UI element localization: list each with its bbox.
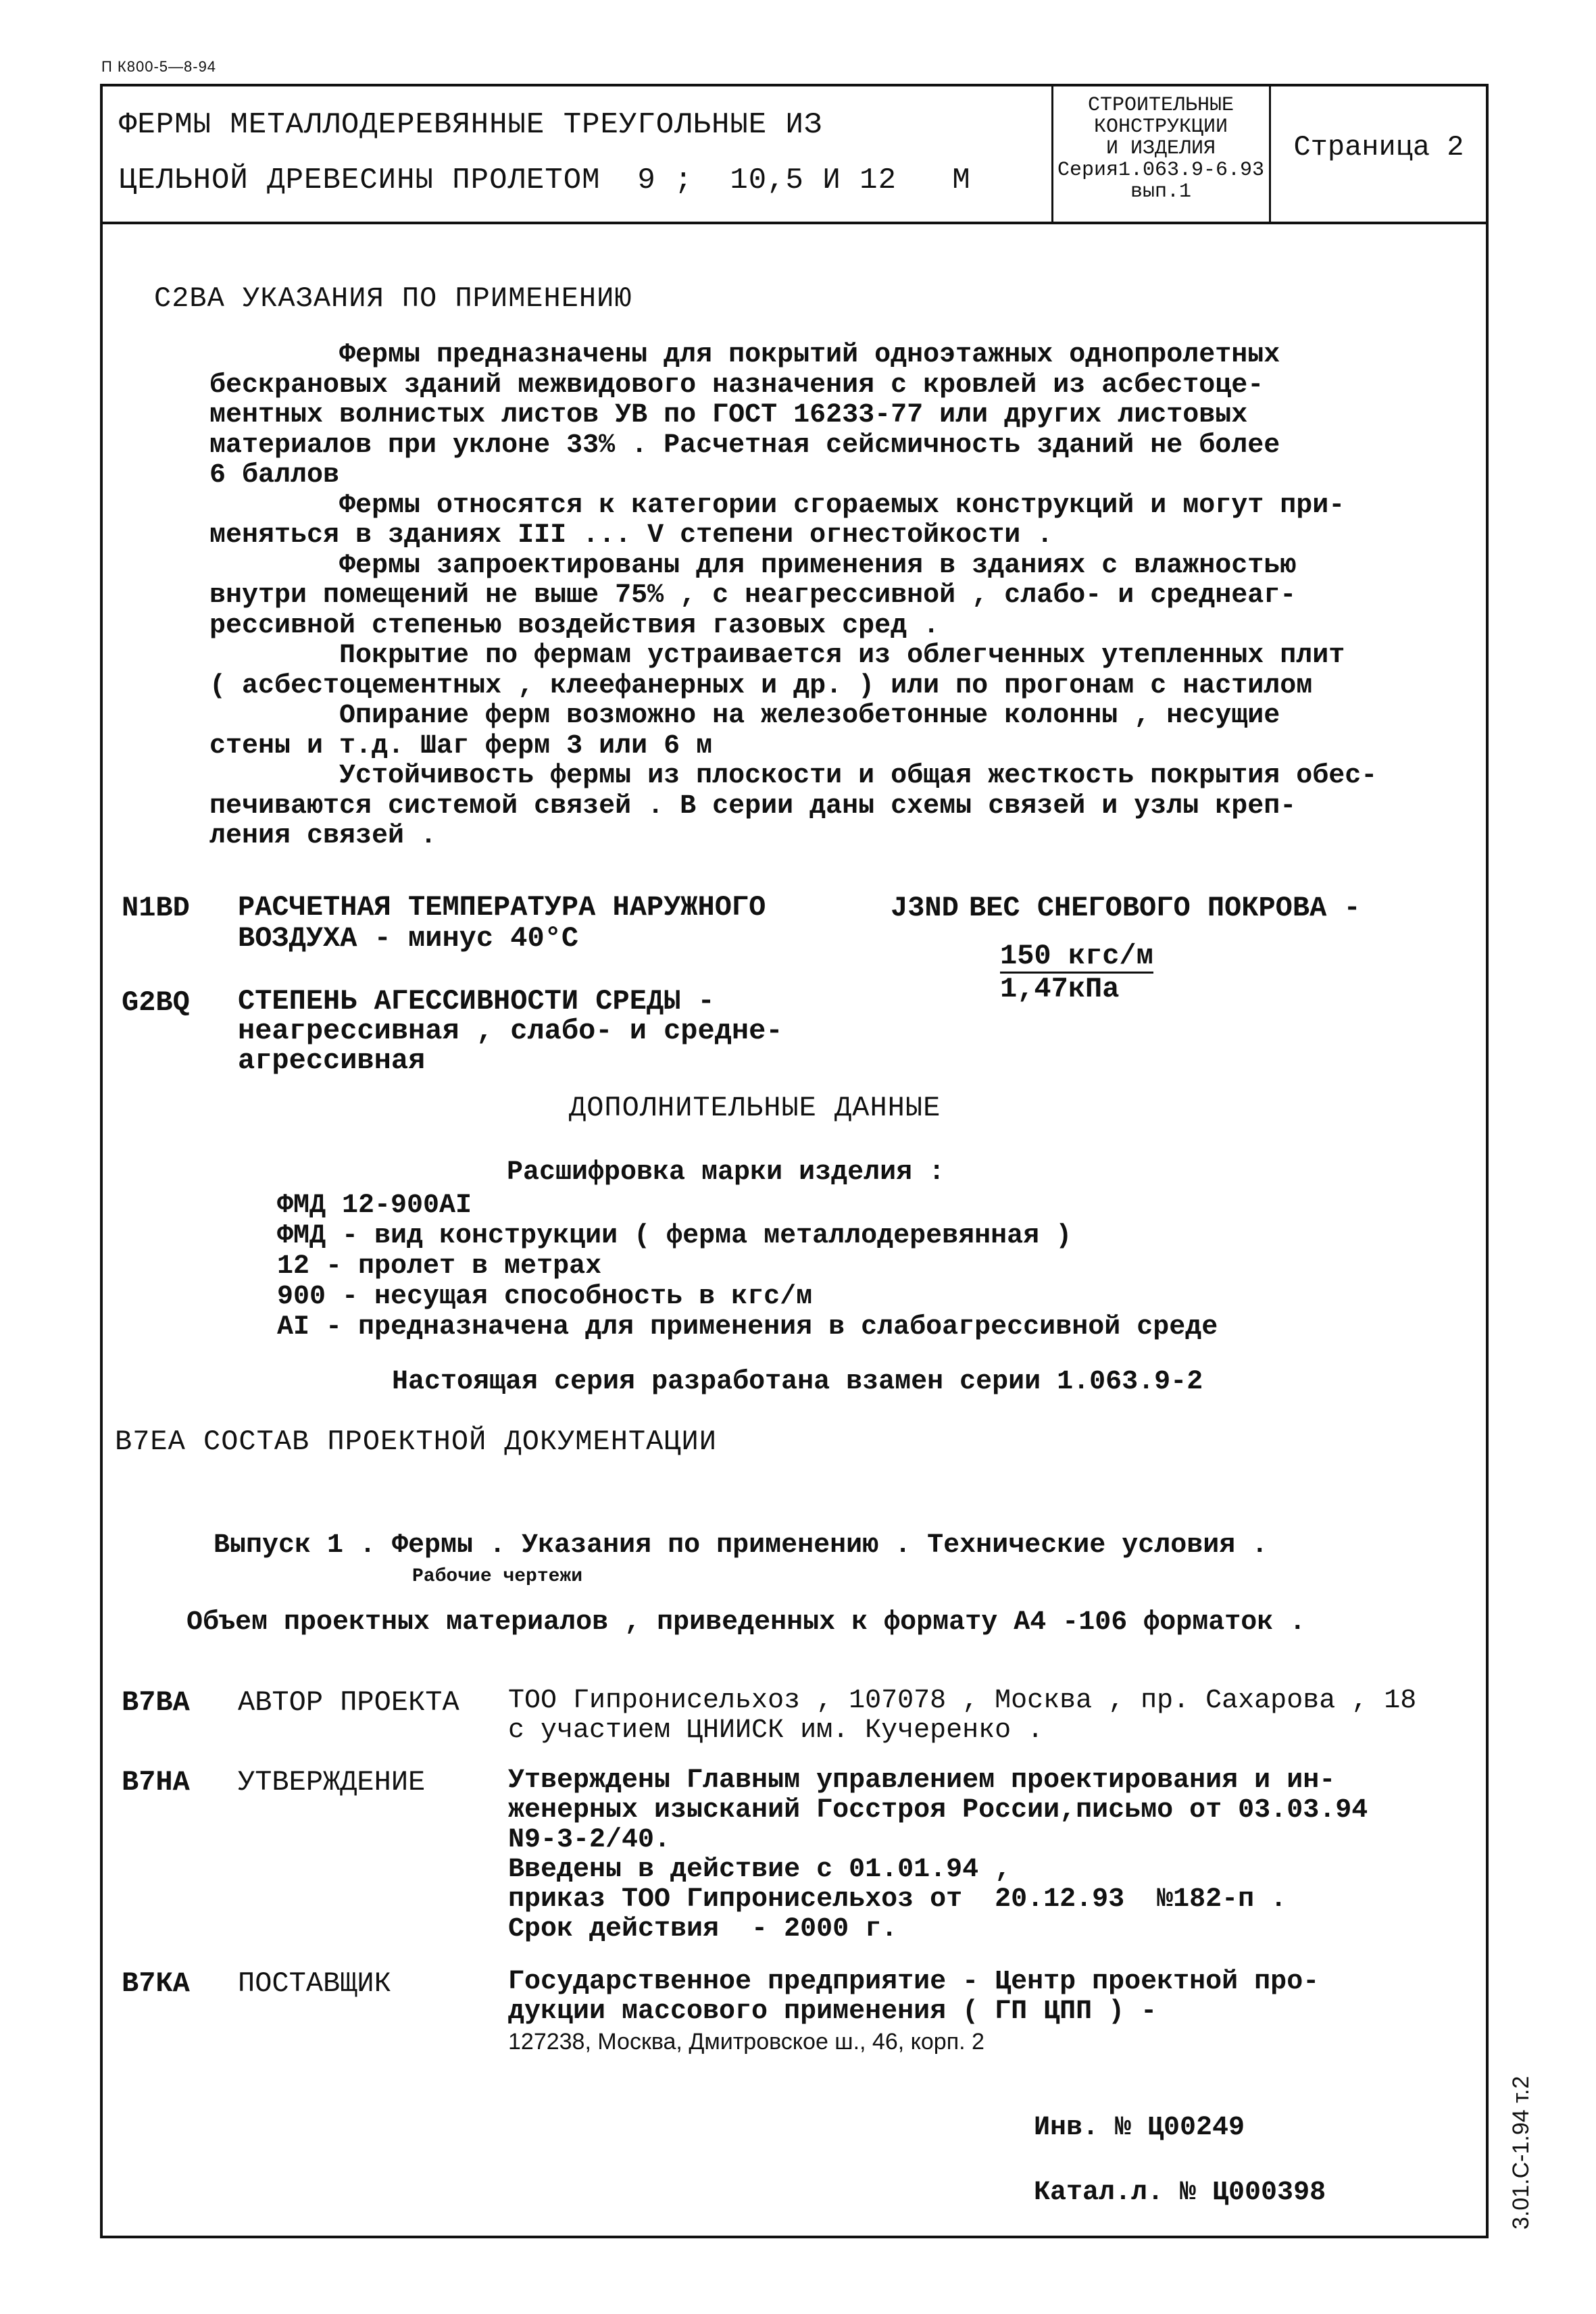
- snow-label: ВЕС СНЕГОВОГО ПОКРОВА -: [969, 892, 1361, 924]
- temperature-block: [238, 892, 766, 954]
- snow-code: J3ND: [891, 892, 959, 924]
- inventory-number: Инв. № Ц00249: [1034, 2113, 1245, 2143]
- issue-line: Выпуск 1 . Фермы . Указания по применению . Технические условия .: [214, 1530, 1268, 1561]
- decode-line: ФМД - вид конструкции ( ферма металлодеревянная ): [277, 1221, 1072, 1251]
- temp-code: N1BD: [122, 892, 190, 924]
- extra-heading: ДОПОЛНИТЕЛЬНЫЕ ДАННЫЕ: [569, 1092, 941, 1124]
- supplier-line-1: Государственное предприятие - Центр проектной про-: [508, 1967, 1320, 1997]
- series-line-4: Серия1.063.9-6.93: [1057, 159, 1265, 182]
- snow-value-kpa: 1,47кПа: [1000, 973, 1120, 1005]
- usage-line: ментных волнистых листов УВ по ГОСТ 16233-77 или других листовых: [209, 400, 1248, 430]
- snow-value-block: [1000, 940, 1153, 1005]
- replacement-note: Настоящая серия разработана взамен серии 1.063.9-2: [392, 1367, 1203, 1397]
- catalog-number: Катал.л. № Ц000398: [1034, 2178, 1326, 2208]
- series-line-5: вып.1: [1130, 180, 1191, 203]
- divider: [1051, 84, 1053, 222]
- document-code: П К800-5—8-94: [101, 58, 217, 75]
- usage-line: материалов при уклоне 33% . Расчетная сейсмичность зданий не более: [209, 430, 1280, 461]
- env-line-3: агрессивная: [238, 1045, 426, 1077]
- divider: [1269, 84, 1271, 222]
- approval-line-2: женерных изысканий Госстроя России,письмо от 03.03.94: [508, 1795, 1368, 1826]
- usage-line: Фермы предназначены для покрытий одноэтажных однопролетных: [209, 340, 1280, 370]
- supplier-label: ПОСТАВЩИК: [238, 1967, 391, 2000]
- usage-line: Опирание ферм возможно на железобетонные колонны , несущие: [209, 701, 1280, 731]
- usage-line: рессивной степенью воздействия газовых сред .: [209, 610, 940, 641]
- issue-sub: Рабочие чертежи: [412, 1566, 583, 1587]
- author-code: В7ВА: [122, 1686, 190, 1719]
- author-block: [508, 1686, 1416, 1746]
- snow-value-kgs: 150 кгс/м: [1000, 940, 1153, 972]
- decode-line: 900 - несущая способность в кгс/м: [277, 1282, 813, 1312]
- author-line-1: ТОО Гипронисельхоз , 107078 , Москва , пр. Сахарова , 18: [508, 1686, 1417, 1716]
- usage-line: 6 баллов: [209, 460, 340, 491]
- series-line-2: КОНСТРУКЦИИ: [1093, 116, 1228, 139]
- usage-line: Устойчивость фермы из плоскости и общая жесткость покрытия обес-: [209, 761, 1378, 791]
- volume-line: Объем проектных материалов , приведенных к формату А4 -106 форматок .: [186, 1607, 1306, 1638]
- environment-block: [238, 986, 783, 1076]
- usage-heading: С2ВА УКАЗАНИЯ ПО ПРИМЕНЕНИЮ: [154, 282, 632, 315]
- approval-line-3: N9-3-2/40.: [508, 1825, 671, 1855]
- approval-line-1: Утверждены Главным управлением проектирования и ин-: [508, 1765, 1336, 1796]
- title-block: [100, 84, 1489, 224]
- supplier-block: [508, 1967, 1319, 2057]
- approval-line-4: Введены в действие с 01.01.94 ,: [508, 1855, 1012, 1885]
- decode-line: АI - предназначена для применения в слабоагрессивной среде: [277, 1312, 1218, 1342]
- temp-line-2: ВОЗДУХА - минус 40°С: [238, 922, 579, 955]
- usage-line: печиваются системой связей . В серии даны схемы связей и узлы креп-: [209, 790, 1297, 822]
- decode-line: ФМД 12-900АI: [277, 1190, 472, 1221]
- approval-line-6: Срок действия - 2000 г.: [508, 1914, 898, 1944]
- usage-line: ( асбестоцементных , клеефанерных и др. ) или по прогонам с настилом: [209, 670, 1313, 701]
- decode-line: 12 - пролет в метрах: [277, 1251, 602, 1282]
- usage-line: ления связей .: [209, 821, 437, 851]
- approval-label: УТВЕРЖДЕНИЕ: [238, 1766, 426, 1799]
- decode-title: Расшифровка марки изделия :: [507, 1157, 945, 1188]
- title-line-2: ЦЕЛЬНОЙ ДРЕВЕСИНЫ ПРОЛЕТОМ 9 ; 10,5 И 12 М: [119, 164, 971, 197]
- series-line-3: И ИЗДЕЛИЯ: [1105, 137, 1216, 160]
- env-line-2: неагрессивная , слабо- и средне-: [238, 1015, 783, 1047]
- temp-line-1: РАСЧЕТНАЯ ТЕМПЕРАТУРА НАРУЖНОГО: [238, 891, 766, 924]
- env-line-1: СТЕПЕНЬ АГЕССИВНОСТИ СРЕДЫ -: [238, 985, 715, 1017]
- author-label: АВТОР ПРОЕКТА: [238, 1686, 459, 1719]
- series-line-1: СТРОИТЕЛЬНЫЕ: [1087, 94, 1235, 117]
- approval-line-5: приказ ТОО Гипронисельхоз от 20.12.93 №182-п .: [508, 1884, 1287, 1915]
- document-title: [119, 97, 1132, 208]
- page-number: Страница 2: [1293, 131, 1464, 164]
- approval-block: [508, 1766, 1368, 1944]
- series-block: [1054, 95, 1268, 203]
- side-code: 3.01.С-1.94 т.2: [1508, 2076, 1534, 2230]
- usage-line: Покрытие по фермам устраивается из облегченных утепленных плит: [209, 640, 1345, 671]
- usage-line: меняться в зданиях III ... V степени огнестойкости .: [209, 520, 1053, 551]
- supplier-line-2: дукции массового применения ( ГП ЦПП ) -: [508, 1996, 1157, 2027]
- usage-text: [209, 341, 1377, 852]
- decode-list: [277, 1190, 1218, 1342]
- author-line-2: с участием ЦНИИСК им. Кучеренко .: [508, 1715, 1044, 1746]
- title-line-1: ФЕРМЫ МЕТАЛЛОДЕРЕВЯННЫЕ ТРЕУГОЛЬНЫЕ ИЗ: [119, 108, 823, 142]
- usage-line: бескрановых зданий межвидового назначения с кровлей из асбестоце-: [209, 370, 1264, 401]
- env-code: G2BQ: [122, 986, 190, 1019]
- supplier-code: В7КА: [122, 1967, 190, 2000]
- usage-line: Фермы запроектированы для применения в зданиях с влажностью: [209, 550, 1297, 581]
- approval-code: В7НА: [122, 1766, 190, 1799]
- composition-heading: В7ЕА СОСТАВ ПРОЕКТНОЙ ДОКУМЕНТАЦИИ: [115, 1426, 717, 1458]
- usage-line: стены и т.д. Шаг ферм 3 или 6 м: [209, 730, 713, 761]
- usage-line: Фермы относятся к категории сгораемых конструкций и могут при-: [209, 490, 1345, 521]
- usage-line: внутри помещений не выше 75% , с неагрессивной , слабо- и среднеаг-: [209, 580, 1297, 611]
- supplier-address: 127238, Москва, Дмитровское ш., 46, корп. 2: [508, 2029, 984, 2055]
